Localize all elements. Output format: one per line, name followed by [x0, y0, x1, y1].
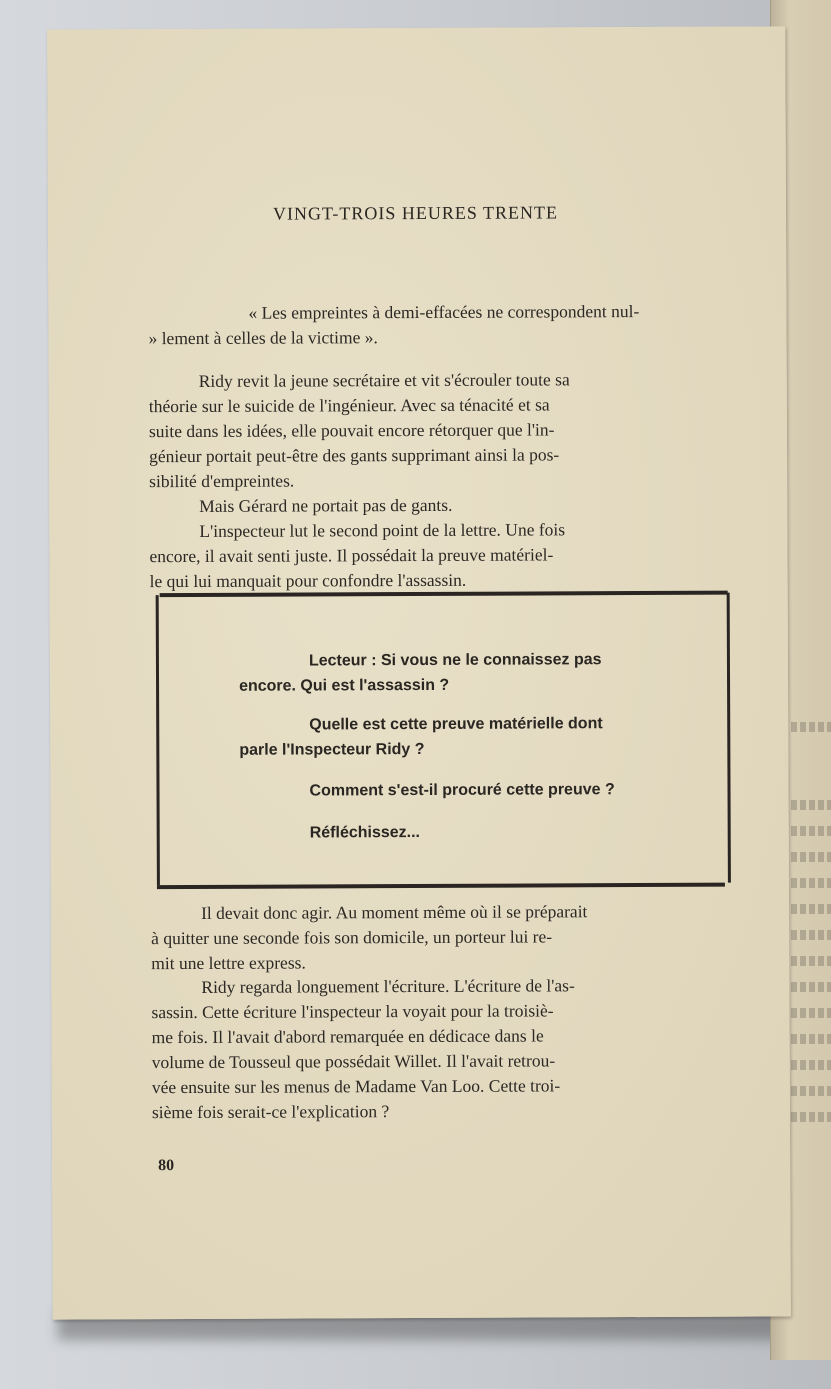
text-line: Mais Gérard ne portait pas de gants.: [199, 494, 453, 516]
bleed-through-text: [791, 930, 831, 940]
text-line: Comment s'est-il procuré cette preuve ?: [309, 781, 615, 800]
paragraph: [149, 517, 729, 595]
question: [239, 711, 679, 763]
text-line: Il devait donc agir. Au moment même où il se préparait: [201, 901, 588, 923]
text-line: L'inspecteur lut le second point de la lettre. Une fois: [199, 519, 566, 541]
bleed-through-text: [791, 904, 831, 914]
text-line: Ridy revit la jeune secrétaire et vit s'écrouler toute sa: [198, 369, 570, 391]
page-number: 80: [158, 1157, 175, 1175]
text-line: suite dans les idées, elle pouvait encore rétorquer que l'in-: [148, 419, 555, 442]
text-line: vée ensuite sur les menus de Madame Van Loo. Cette troi-: [151, 1075, 561, 1098]
bleed-through-text: [791, 956, 831, 966]
text-line: » lement à celles de la victime ».: [148, 327, 378, 349]
text-line: à quitter une seconde fois son domicile, un porteur lui re-: [151, 926, 553, 949]
bleed-through-text: [791, 800, 831, 810]
text-line: Quelle est cette preuve matérielle dont: [309, 715, 603, 734]
text-line: me fois. Il l'avait d'abord remarquée en dédicace dans le: [151, 1025, 544, 1048]
text-line: parle l'Inspecteur Ridy ?: [239, 740, 425, 759]
bleed-through-text: [791, 852, 831, 862]
bleed-through-text: [791, 1034, 831, 1044]
text-line: encore, il avait senti juste. Il possédait la preuve matériel-: [149, 544, 554, 567]
text-line: « Les empreintes à demi-effacées ne correspondent nul-: [248, 301, 640, 323]
bleed-through-text: [791, 1060, 831, 1070]
text-line: mit une lettre express.: [151, 952, 306, 974]
text-line: sibilité d'empreintes.: [149, 470, 295, 492]
reader-question-box: [156, 593, 731, 886]
running-title: VINGT-TROIS HEURES TRENTE: [272, 202, 559, 224]
paragraph: [149, 367, 730, 495]
text-line: sième fois serait-ce l'explication ?: [151, 1101, 390, 1123]
text-line: Lecteur : Si vous ne le connaissez pas: [308, 651, 602, 670]
text-line: encore. Qui est l'assassin ?: [239, 676, 450, 695]
paragraph: [151, 973, 732, 1126]
book-page: [47, 26, 791, 1319]
bleed-through-text: [791, 1086, 831, 1096]
text-line: Réfléchissez...: [309, 823, 421, 842]
question: [239, 647, 679, 699]
paragraph: [149, 492, 729, 520]
quoted-passage: [148, 301, 728, 354]
bleed-through-text: [791, 1008, 831, 1018]
question: [240, 819, 680, 846]
paragraph: [151, 899, 731, 977]
bleed-through-text: [791, 982, 831, 992]
text-line: sassin. Cette écriture l'inspecteur la voyait pour la troisiè-: [151, 1000, 554, 1023]
text-line: Ridy regarda longuement l'écriture. L'écriture de l'as-: [201, 975, 575, 997]
text-line: volume de Tousseul que possédait Willet. Il l'avait retrou-: [151, 1050, 556, 1073]
bleed-through-text: [791, 722, 831, 732]
text-line: le qui lui manquait pour confondre l'assassin.: [149, 569, 467, 592]
bleed-through-text: [791, 878, 831, 888]
text-line: génieur portait peut-être des gants supprimant ainsi la pos-: [149, 444, 560, 467]
bleed-through-text: [791, 826, 831, 836]
question: [239, 777, 679, 804]
bleed-through-text: [791, 1112, 831, 1122]
text-line: théorie sur le suicide de l'ingénieur. Avec sa ténacité et sa: [148, 394, 550, 417]
